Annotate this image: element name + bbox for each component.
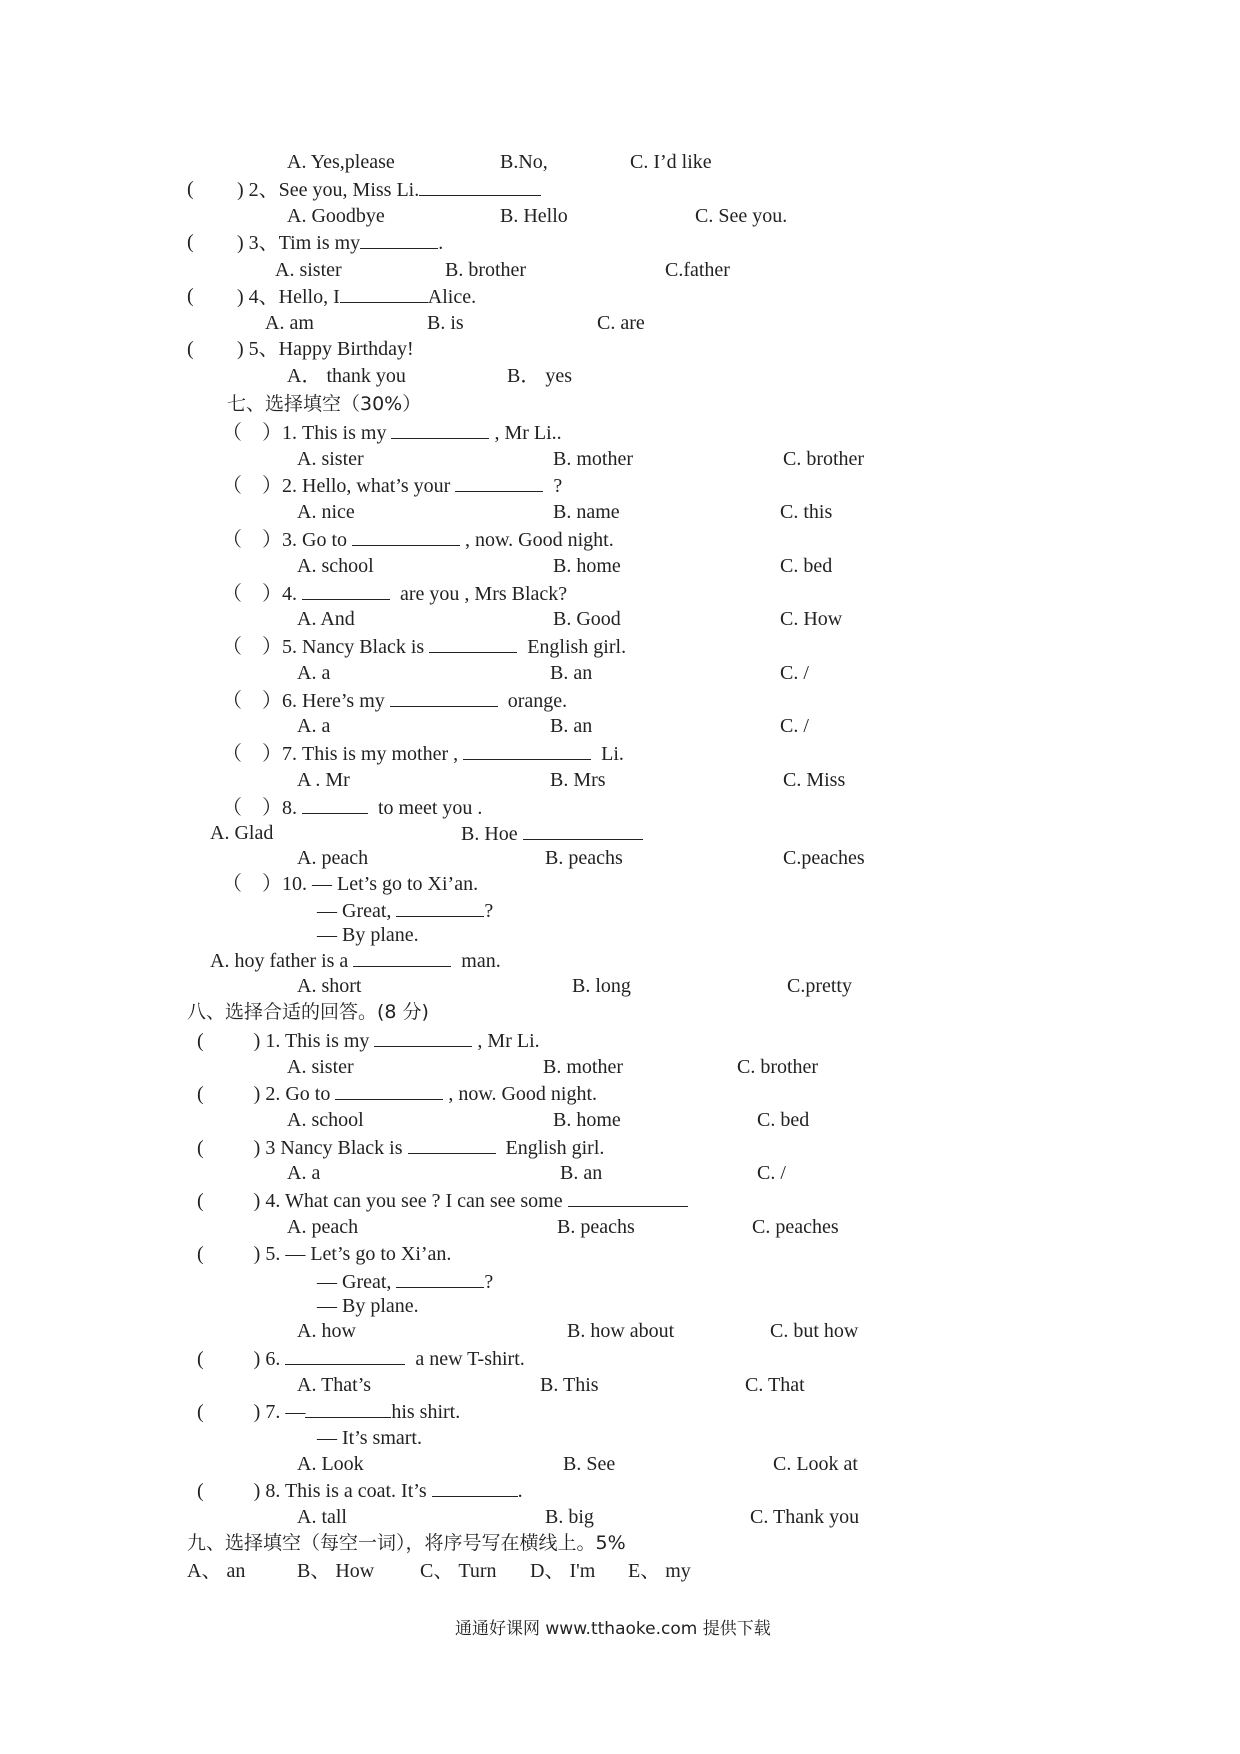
s8-q2: ( ) 2. Go to , now. Good night. — [197, 1083, 598, 1105]
top-q2-option-b: B. Hello — [500, 205, 568, 227]
top-q5-stem: ) 5、Happy Birthday! — [237, 338, 414, 360]
s8-q7-line2: — It’s smart. — [317, 1427, 422, 1449]
answer-blank[interactable] — [390, 688, 498, 707]
answer-blank[interactable] — [432, 1478, 518, 1497]
answer-blank[interactable] — [352, 527, 460, 546]
s7-q7: （ ）7. This is my mother , Li. — [222, 743, 624, 765]
s7-q2: （ ）2. Hello, what’s your ? — [222, 475, 563, 497]
s7-q8: （ ）8. to meet you . — [222, 797, 483, 819]
s9-option-c: C、 Turn — [420, 1560, 497, 1582]
s7-q8-option-a: A. Glad — [210, 822, 274, 844]
s8-q8: ( ) 8. This is a coat. It’s . — [197, 1480, 523, 1502]
s7-q4-option-b: B. Good — [553, 608, 621, 630]
answer-blank[interactable] — [391, 420, 489, 439]
s7-q6-option-c: C. / — [780, 715, 809, 737]
s7-q7-option-b: B. Mrs — [550, 769, 606, 791]
s8-q3-option-c: C. / — [757, 1162, 786, 1184]
s7-q4-option-c: C. How — [780, 608, 843, 630]
s9-option-e: E、 my — [628, 1560, 691, 1582]
answer-blank[interactable] — [463, 741, 591, 760]
s8-q1-option-b: B. mother — [543, 1056, 623, 1078]
s8-q2-option-c: C. bed — [757, 1109, 810, 1131]
s7-q6-option-a: A. a — [297, 715, 331, 737]
s7-q2-option-b: B. name — [553, 501, 620, 523]
s8-q8-option-a: A. tall — [297, 1506, 347, 1528]
s8-q5: ( ) 5. — Let’s go to Xi’an. — [197, 1243, 452, 1265]
s8-q4-option-a: A. peach — [287, 1216, 359, 1238]
s8-q8-option-b: B. big — [545, 1506, 594, 1528]
top-q5-option-a: A． thank you — [287, 365, 406, 387]
s8-q8-option-c: C. Thank you — [750, 1506, 860, 1528]
top-q2-option-a: A. Goodbye — [287, 205, 385, 227]
answer-blank[interactable] — [523, 821, 643, 840]
answer-blank[interactable] — [408, 1135, 496, 1154]
top-q3-stem: ) 3、Tim is my . — [237, 232, 444, 254]
s8-q3-option-a: A. a — [287, 1162, 321, 1184]
s8-q4: ( ) 4. What can you see ? I can see some — [197, 1188, 688, 1213]
s8-q5-line3: — By plane. — [317, 1295, 419, 1317]
s7-q10-option-c: C.pretty — [787, 975, 852, 997]
s7-q4-option-a: A. And — [297, 608, 355, 630]
s7-q10-option-b: B. long — [572, 975, 631, 997]
answer-blank[interactable] — [360, 230, 438, 249]
top-q3-paren: ( — [187, 231, 194, 253]
s8-q1-option-c: C. brother — [737, 1056, 819, 1078]
s7-q1-option-c: C. brother — [783, 448, 865, 470]
page-footer: 通通好课网 www.tthaoke.com 提供下载 — [455, 1619, 771, 1639]
s8-q3-option-b: B. an — [560, 1162, 603, 1184]
s7-q9-option-a: A. peach — [297, 847, 369, 869]
answer-blank[interactable] — [353, 948, 451, 967]
s8-q4-option-c: C. peaches — [752, 1216, 839, 1238]
answer-blank[interactable] — [374, 1028, 472, 1047]
s7-q8-option-b: B. Hoe — [461, 821, 643, 846]
s8-q5-line2: — Great, ? — [317, 1271, 494, 1293]
answer-blank[interactable] — [396, 898, 484, 917]
answer-blank[interactable] — [568, 1188, 688, 1207]
s8-q5-option-c: C. but how — [770, 1320, 859, 1342]
s7-q5-option-a: A. a — [297, 662, 331, 684]
top-q4-paren: ( — [187, 285, 194, 307]
s8-q5-option-b: B. how about — [567, 1320, 675, 1342]
s9-option-a: A、 an — [187, 1560, 246, 1582]
s7-q1-option-b: B. mother — [553, 448, 633, 470]
top-q3-option-b: B. brother — [445, 259, 527, 281]
s8-q4-option-b: B. peachs — [557, 1216, 635, 1238]
s8-q2-option-a: A. school — [287, 1109, 364, 1131]
s7-q7-option-c: C. Miss — [783, 769, 846, 791]
s7-q1: （ ）1. This is my , Mr Li.. — [222, 422, 562, 444]
s7-q10-option-a: A. short — [297, 975, 362, 997]
s7-q5-option-b: B. an — [550, 662, 593, 684]
answer-blank[interactable] — [302, 581, 390, 600]
s7-q3-option-c: C. bed — [780, 555, 833, 577]
s7-q3-option-b: B. home — [553, 555, 621, 577]
s7-q10-extra: A. hoy father is a man. — [210, 950, 501, 972]
s8-q1-option-a: A. sister — [287, 1056, 354, 1078]
s8-q7-option-b: B. See — [563, 1453, 616, 1475]
top-q2-option-c: C. See you. — [695, 205, 788, 227]
s8-q3: ( ) 3 Nancy Black is English girl. — [197, 1137, 605, 1159]
s7-q5: （ ）5. Nancy Black is English girl. — [222, 636, 627, 658]
top-q4-option-c: C. are — [597, 312, 645, 334]
s8-q5-option-a: A. how — [297, 1320, 356, 1342]
s7-q1-option-a: A. sister — [297, 448, 364, 470]
s8-q6: ( ) 6. a new T-shirt. — [197, 1348, 525, 1370]
answer-blank[interactable] — [285, 1346, 405, 1365]
s8-q1: ( ) 1. This is my , Mr Li. — [197, 1030, 540, 1052]
s7-q7-option-a: A . Mr — [297, 769, 350, 791]
s7-q10: （ ）10. — Let’s go to Xi’an. — [222, 873, 479, 895]
top-q4-option-a: A. am — [265, 312, 314, 334]
s8-q7-option-a: A. Look — [297, 1453, 364, 1475]
s7-q9-option-b: B. peachs — [545, 847, 623, 869]
top-q1-option-a: A. Yes,please — [287, 151, 395, 173]
top-q3-option-c: C.father — [665, 259, 730, 281]
answer-blank[interactable] — [429, 634, 517, 653]
s7-q5-option-c: C. / — [780, 662, 809, 684]
section-9-heading: 九、选择填空（每空一词），将序号写在横线上。5% — [187, 1532, 626, 1554]
s7-q10-line3: — By plane. — [317, 924, 419, 946]
s7-q4: （ ）4. are you , Mrs Black? — [222, 583, 568, 605]
top-q4-option-b: B. is — [427, 312, 464, 334]
s7-q2-option-c: C. this — [780, 501, 833, 523]
s8-q7: ( ) 7. — his shirt. — [197, 1401, 461, 1423]
top-q3-option-a: A. sister — [275, 259, 342, 281]
answer-blank[interactable] — [305, 1399, 391, 1418]
answer-blank[interactable] — [455, 473, 543, 492]
s8-q2-option-b: B. home — [553, 1109, 621, 1131]
s9-option-b: B、 How — [297, 1560, 375, 1582]
s8-q6-option-c: C. That — [745, 1374, 805, 1396]
section-7-heading: 七、选择填空（30%） — [227, 393, 422, 415]
s7-q9-option-c: C.peaches — [783, 847, 865, 869]
answer-blank[interactable] — [302, 795, 368, 814]
s7-q2-option-a: A. nice — [297, 501, 355, 523]
s7-q3: （ ）3. Go to , now. Good night. — [222, 529, 614, 551]
answer-blank[interactable] — [396, 1269, 484, 1288]
answer-blank[interactable] — [419, 177, 541, 196]
top-q1-option-b: B.No, — [500, 151, 548, 173]
top-q2-paren: ( — [187, 178, 194, 200]
top-q5-option-b: B． yes — [507, 365, 572, 387]
s9-option-d: D、 I'm — [530, 1560, 596, 1582]
s7-q6-option-b: B. an — [550, 715, 593, 737]
s8-q6-option-b: B. This — [540, 1374, 599, 1396]
top-q1-option-c: C. I’d like — [630, 151, 712, 173]
s7-q3-option-a: A. school — [297, 555, 374, 577]
answer-blank[interactable] — [340, 284, 428, 303]
s7-q6: （ ）6. Here’s my orange. — [222, 690, 568, 712]
top-q5-paren: ( — [187, 338, 194, 360]
top-q2-stem: ) 2、See you, Miss Li. — [237, 177, 541, 202]
s8-q6-option-a: A. That’s — [297, 1374, 372, 1396]
s8-q7-option-c: C. Look at — [773, 1453, 858, 1475]
answer-blank[interactable] — [335, 1081, 443, 1100]
section-8-heading: 八、选择合适的回答。(8 分) — [187, 1001, 429, 1023]
s7-q10-line2: — Great, ? — [317, 900, 494, 922]
top-q4-stem: ) 4、Hello, I Alice. — [237, 286, 477, 308]
